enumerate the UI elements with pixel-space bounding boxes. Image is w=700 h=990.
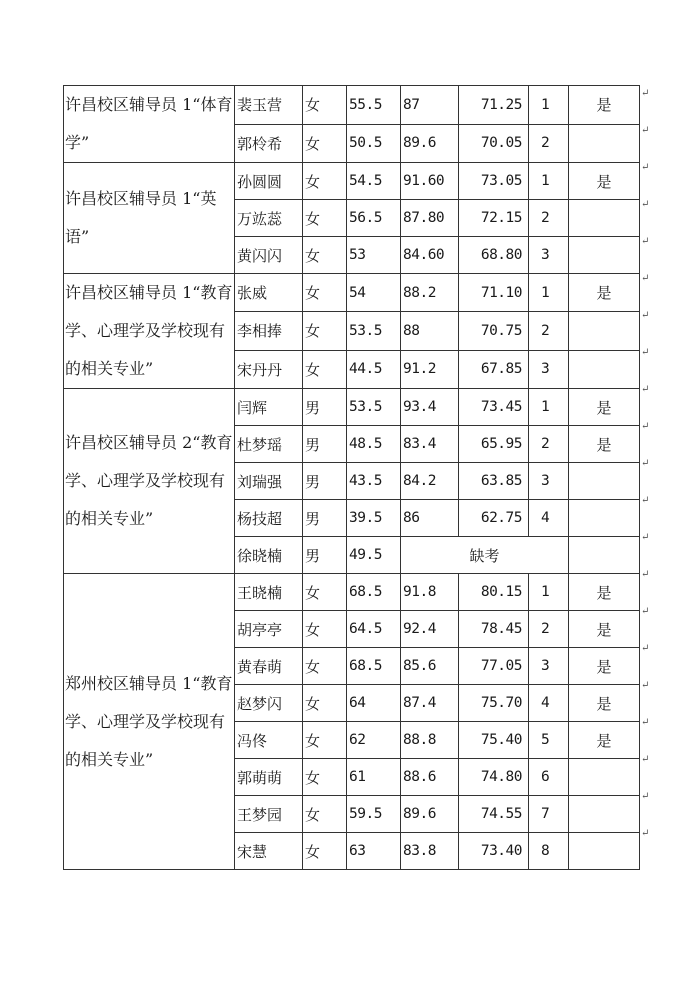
table-row (64, 574, 640, 611)
row-end-mark: ↵ (641, 310, 650, 321)
gender-cell: 女 (303, 312, 347, 350)
pass-cell (569, 833, 640, 870)
total-score-cell: 75.70 (459, 685, 529, 722)
gender-cell: 女 (303, 796, 347, 833)
name-cell: 王晓楠 (235, 574, 303, 611)
gender-cell: 男 (303, 500, 347, 537)
written-score-cell: 39.5 (347, 500, 401, 537)
table-body (64, 86, 640, 870)
rank-cell: 1 (529, 86, 569, 125)
row-end-mark: ↵ (641, 569, 650, 580)
total-score-cell: 80.15 (459, 574, 529, 611)
pass-cell (569, 759, 640, 796)
pass-cell (569, 537, 640, 574)
interview-score-cell: 89.6 (401, 124, 459, 163)
interview-score-cell: 88.2 (401, 274, 459, 312)
written-score-cell: 68.5 (347, 574, 401, 611)
name-cell: 赵梦闪 (235, 685, 303, 722)
absent-cell: 缺考 (401, 537, 569, 574)
interview-score-cell: 83.8 (401, 833, 459, 870)
row-end-mark: ↵ (641, 421, 650, 432)
interview-score-cell: 91.8 (401, 574, 459, 611)
name-cell: 李相捧 (235, 312, 303, 350)
results-table (63, 85, 640, 870)
interview-score-cell: 89.6 (401, 796, 459, 833)
rank-cell: 1 (529, 389, 569, 426)
gender-cell: 男 (303, 537, 347, 574)
gender-cell: 女 (303, 86, 347, 125)
gender-cell: 女 (303, 200, 347, 237)
position-cell: 许昌校区辅导员 2“教育学、心理学及学校现有的相关专业” (64, 389, 235, 574)
rank-cell: 1 (529, 574, 569, 611)
written-score-cell: 49.5 (347, 537, 401, 574)
written-score-cell: 63 (347, 833, 401, 870)
pass-cell: 是 (569, 426, 640, 463)
rank-cell: 2 (529, 312, 569, 350)
interview-score-cell: 93.4 (401, 389, 459, 426)
rank-cell: 4 (529, 500, 569, 537)
interview-score-cell: 92.4 (401, 611, 459, 648)
interview-score-cell: 84.2 (401, 463, 459, 500)
rank-cell: 3 (529, 648, 569, 685)
written-score-cell: 54.5 (347, 163, 401, 200)
written-score-cell: 59.5 (347, 796, 401, 833)
position-cell: 郑州校区辅导员 1“教育学、心理学及学校现有的相关专业” (64, 574, 235, 870)
total-score-cell: 78.45 (459, 611, 529, 648)
total-score-cell: 70.75 (459, 312, 529, 350)
written-score-cell: 44.5 (347, 350, 401, 388)
written-score-cell: 43.5 (347, 463, 401, 500)
pass-cell (569, 796, 640, 833)
written-score-cell: 53.5 (347, 312, 401, 350)
row-end-mark: ↵ (641, 532, 650, 543)
row-end-mark: ↵ (641, 643, 650, 654)
gender-cell: 女 (303, 237, 347, 274)
written-score-cell: 53.5 (347, 389, 401, 426)
total-score-cell: 71.25 (459, 86, 529, 125)
total-score-cell: 70.05 (459, 124, 529, 163)
written-score-cell: 55.5 (347, 86, 401, 125)
pass-cell: 是 (569, 274, 640, 312)
position-cell: 许昌校区辅导员 1“体育学” (64, 86, 235, 163)
pass-cell: 是 (569, 574, 640, 611)
position-cell: 许昌校区辅导员 1“英语” (64, 163, 235, 274)
interview-score-cell: 87.80 (401, 200, 459, 237)
name-cell: 宋丹丹 (235, 350, 303, 388)
name-cell: 杜梦瑶 (235, 426, 303, 463)
row-end-mark: ↵ (641, 162, 650, 173)
total-score-cell: 67.85 (459, 350, 529, 388)
table-row (64, 163, 640, 200)
gender-cell: 女 (303, 611, 347, 648)
total-score-cell: 68.80 (459, 237, 529, 274)
name-cell: 宋慧 (235, 833, 303, 870)
name-cell: 杨技超 (235, 500, 303, 537)
table-row (64, 389, 640, 426)
row-end-mark: ↵ (641, 347, 650, 358)
total-score-cell: 73.45 (459, 389, 529, 426)
rank-cell: 8 (529, 833, 569, 870)
rank-cell: 3 (529, 350, 569, 388)
interview-score-cell: 84.60 (401, 237, 459, 274)
pass-cell: 是 (569, 722, 640, 759)
gender-cell: 女 (303, 350, 347, 388)
row-end-mark: ↵ (641, 199, 650, 210)
total-score-cell: 71.10 (459, 274, 529, 312)
interview-score-cell: 88.6 (401, 759, 459, 796)
rank-cell: 2 (529, 426, 569, 463)
gender-cell: 女 (303, 722, 347, 759)
rank-cell: 1 (529, 274, 569, 312)
rank-cell: 6 (529, 759, 569, 796)
written-score-cell: 64.5 (347, 611, 401, 648)
rank-cell: 3 (529, 237, 569, 274)
gender-cell: 女 (303, 274, 347, 312)
gender-cell: 女 (303, 833, 347, 870)
total-score-cell: 74.55 (459, 796, 529, 833)
pass-cell: 是 (569, 611, 640, 648)
gender-cell: 女 (303, 648, 347, 685)
written-score-cell: 53 (347, 237, 401, 274)
rank-cell: 5 (529, 722, 569, 759)
total-score-cell: 74.80 (459, 759, 529, 796)
rank-cell: 2 (529, 611, 569, 648)
written-score-cell: 62 (347, 722, 401, 759)
row-end-mark: ↵ (641, 754, 650, 765)
pass-cell (569, 350, 640, 388)
table-row (64, 86, 640, 125)
name-cell: 徐晓楠 (235, 537, 303, 574)
name-cell: 刘瑞强 (235, 463, 303, 500)
rank-cell: 4 (529, 685, 569, 722)
total-score-cell: 63.85 (459, 463, 529, 500)
row-end-mark: ↵ (641, 273, 650, 284)
total-score-cell: 77.05 (459, 648, 529, 685)
rank-cell: 1 (529, 163, 569, 200)
name-cell: 裴玉营 (235, 86, 303, 125)
table-row (64, 274, 640, 312)
row-end-mark: ↵ (641, 384, 650, 395)
interview-score-cell: 87 (401, 86, 459, 125)
name-cell: 王梦园 (235, 796, 303, 833)
interview-score-cell: 86 (401, 500, 459, 537)
name-cell: 冯佟 (235, 722, 303, 759)
interview-score-cell: 88 (401, 312, 459, 350)
name-cell: 孙圆圆 (235, 163, 303, 200)
row-end-mark: ↵ (641, 828, 650, 839)
pass-cell (569, 237, 640, 274)
pass-cell (569, 463, 640, 500)
interview-score-cell: 91.2 (401, 350, 459, 388)
interview-score-cell: 88.8 (401, 722, 459, 759)
name-cell: 黄春萌 (235, 648, 303, 685)
position-cell: 许昌校区辅导员 1“教育学、心理学及学校现有的相关专业” (64, 274, 235, 389)
pass-cell: 是 (569, 389, 640, 426)
total-score-cell: 72.15 (459, 200, 529, 237)
name-cell: 张威 (235, 274, 303, 312)
pass-cell (569, 124, 640, 163)
name-cell: 郭柃希 (235, 124, 303, 163)
row-end-mark: ↵ (641, 791, 650, 802)
row-end-mark: ↵ (641, 606, 650, 617)
pass-cell (569, 500, 640, 537)
interview-score-cell: 83.4 (401, 426, 459, 463)
rank-cell: 2 (529, 124, 569, 163)
row-end-mark: ↵ (641, 88, 650, 99)
name-cell: 万竑蕊 (235, 200, 303, 237)
gender-cell: 女 (303, 759, 347, 796)
written-score-cell: 64 (347, 685, 401, 722)
row-end-mark: ↵ (641, 236, 650, 247)
pass-cell (569, 200, 640, 237)
name-cell: 郭萌萌 (235, 759, 303, 796)
pass-cell: 是 (569, 685, 640, 722)
total-score-cell: 62.75 (459, 500, 529, 537)
gender-cell: 女 (303, 124, 347, 163)
row-end-mark: ↵ (641, 680, 650, 691)
name-cell: 胡亭亭 (235, 611, 303, 648)
interview-score-cell: 91.60 (401, 163, 459, 200)
row-end-mark: ↵ (641, 495, 650, 506)
interview-score-cell: 85.6 (401, 648, 459, 685)
total-score-cell: 75.40 (459, 722, 529, 759)
gender-cell: 女 (303, 574, 347, 611)
rank-cell: 3 (529, 463, 569, 500)
row-end-mark: ↵ (641, 458, 650, 469)
gender-cell: 男 (303, 426, 347, 463)
gender-cell: 女 (303, 685, 347, 722)
total-score-cell: 73.05 (459, 163, 529, 200)
pass-cell: 是 (569, 86, 640, 125)
rank-cell: 2 (529, 200, 569, 237)
name-cell: 黄闪闪 (235, 237, 303, 274)
written-score-cell: 56.5 (347, 200, 401, 237)
gender-cell: 男 (303, 389, 347, 426)
total-score-cell: 73.40 (459, 833, 529, 870)
gender-cell: 女 (303, 163, 347, 200)
interview-score-cell: 87.4 (401, 685, 459, 722)
total-score-cell: 65.95 (459, 426, 529, 463)
written-score-cell: 50.5 (347, 124, 401, 163)
written-score-cell: 61 (347, 759, 401, 796)
written-score-cell: 54 (347, 274, 401, 312)
pass-cell: 是 (569, 163, 640, 200)
gender-cell: 男 (303, 463, 347, 500)
pass-cell (569, 312, 640, 350)
written-score-cell: 48.5 (347, 426, 401, 463)
written-score-cell: 68.5 (347, 648, 401, 685)
row-end-mark: ↵ (641, 125, 650, 136)
row-end-mark: ↵ (641, 717, 650, 728)
rank-cell: 7 (529, 796, 569, 833)
name-cell: 闫辉 (235, 389, 303, 426)
pass-cell: 是 (569, 648, 640, 685)
